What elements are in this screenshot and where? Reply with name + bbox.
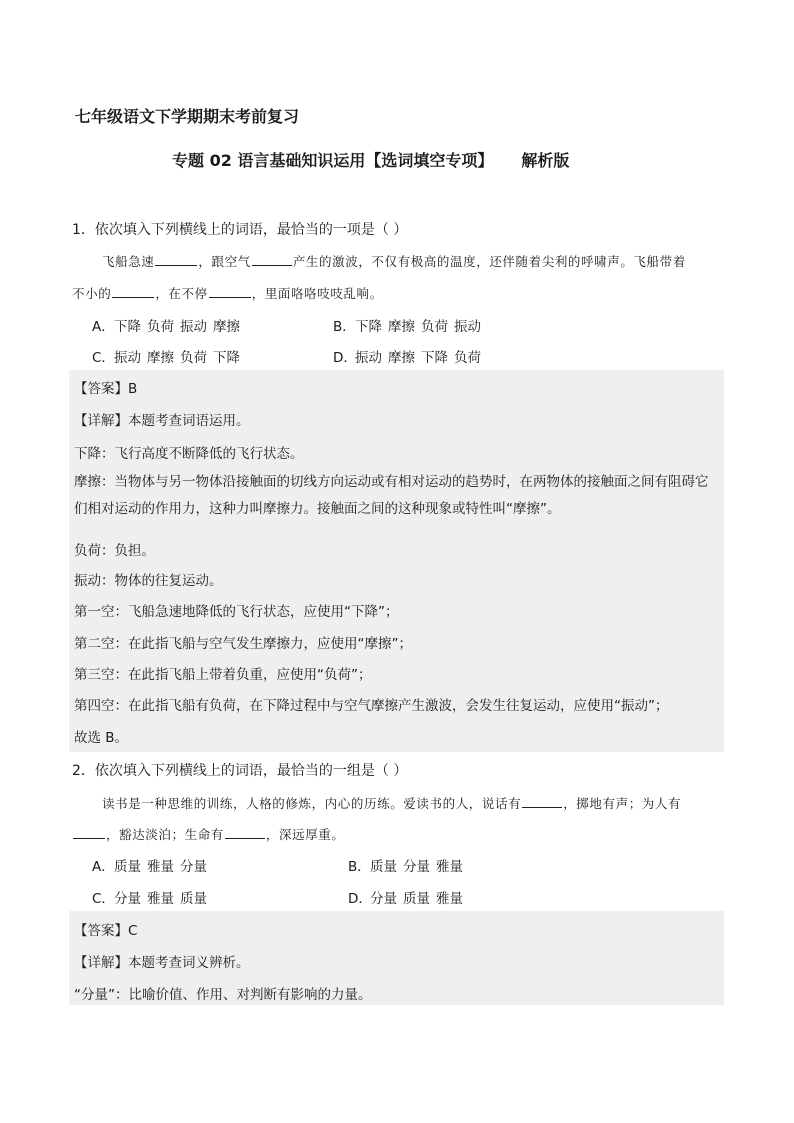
fill-blank bbox=[252, 253, 292, 266]
question-2-answer-block bbox=[69, 911, 724, 1005]
explanation-line: 摩擦：当物体与另一物体沿接触面的切线方向运动或有相对运动的趋势时，在两物体的接触面之间有阻碍它们相对运动的作用力，这种力叫摩擦力。接触面之间的这种现象或特性叫“摩擦”。 bbox=[74, 474, 709, 517]
fill-blank bbox=[522, 795, 562, 808]
fill-blank bbox=[73, 826, 105, 839]
question-1-passage-line-2: 不小的 ，在不停 ，里面咯咯吱吱乱响。 bbox=[72, 286, 383, 301]
q1-option-d: D．振动 摩擦 下降 负荷 bbox=[333, 350, 481, 366]
detail-label: 【详解】本题考查词义辨析。 bbox=[74, 955, 250, 971]
question-2-passage-line-1: 读书是一种思维的训练，人格的修炼，内心的历练。爱读书的人，说话有 ，掷地有声；为人有 bbox=[102, 796, 682, 811]
explanation-line: 故选 B。 bbox=[74, 730, 129, 746]
question-1-stem: 1．依次填入下列横线上的词语，最恰当的一项是（ ） bbox=[72, 222, 408, 238]
explanation-line: 第一空：飞船急速地降低的飞行状态，应使用“下降”； bbox=[74, 604, 399, 620]
question-2-passage-line-2: ，豁达淡泊；生命有 ，深远厚重。 bbox=[72, 825, 345, 843]
q2-option-d: D．分量 质量 雅量 bbox=[348, 891, 463, 907]
q1-option-c: C．振动 摩擦 负荷 下降 bbox=[92, 350, 240, 366]
series-title: 七年级语文下学期期末考前复习 bbox=[75, 107, 300, 126]
fill-blank bbox=[209, 285, 251, 298]
fill-blank bbox=[225, 826, 265, 839]
fill-blank bbox=[112, 285, 154, 298]
edition-label: 解析版 bbox=[521, 151, 570, 170]
explanation-line: 振动：物体的往复运动。 bbox=[74, 573, 223, 589]
topic-title-text: 专题 02 语言基础知识运用【选词填空专项】 bbox=[172, 151, 494, 170]
question-2-stem: 2．依次填入下列横线上的词语，最恰当的一组是（ ） bbox=[72, 763, 408, 779]
explanation-line: 第二空：在此指飞船与空气发生摩擦力，应使用“摩擦”； bbox=[74, 636, 412, 652]
q1-option-a: A．下降 负荷 振动 摩擦 bbox=[92, 319, 240, 335]
q1-option-b: B．下降 摩擦 负荷 振动 bbox=[333, 319, 481, 335]
question-1-answer-block bbox=[69, 370, 724, 752]
topic-title bbox=[172, 148, 569, 171]
q2-option-a: A．质量 雅量 分量 bbox=[92, 859, 207, 875]
explanation-line: 第四空：在此指飞船有负荷，在下降过程中与空气摩擦产生激波，会发生往复运动，应使用“振动”； bbox=[74, 698, 669, 714]
question-1-passage-line-1: 飞船急速 ，跟空气 产生的激波，不仅有极高的温度，还伴随着尖利的呼啸声。飞船带着 bbox=[102, 254, 686, 269]
detail-label: 【详解】本题考查词语运用。 bbox=[74, 413, 250, 429]
answer-label: 【答案】C bbox=[74, 923, 138, 939]
fill-blank bbox=[155, 253, 197, 266]
q2-option-c: C．分量 雅量 质量 bbox=[92, 891, 207, 907]
explanation-line: “分量”：比喻价值、作用、对判断有影响的力量。 bbox=[74, 987, 372, 1003]
explanation-line: 第三空：在此指飞船上带着负重，应使用“负荷”； bbox=[74, 667, 372, 683]
explanation-line: 下降：飞行高度不断降低的飞行状态。 bbox=[74, 446, 304, 462]
q2-option-b: B．质量 分量 雅量 bbox=[348, 859, 463, 875]
answer-label: 【答案】B bbox=[74, 381, 138, 397]
explanation-line: 负荷：负担。 bbox=[74, 543, 155, 559]
